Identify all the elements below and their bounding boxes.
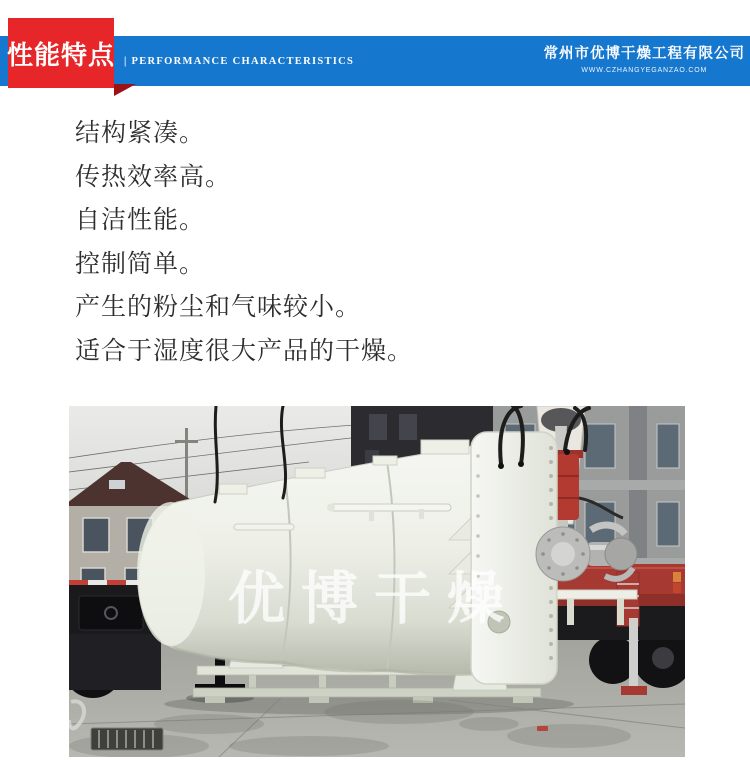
drain-grate: [91, 728, 163, 750]
feature-item: 控制简单。: [75, 249, 206, 278]
red-litter: [537, 726, 548, 731]
company-block: [544, 42, 746, 74]
handrail-pipe: [331, 504, 451, 511]
company-name: 常州市优博干燥工程有限公司: [543, 46, 745, 62]
photo-watermark: 优博干燥: [228, 565, 520, 632]
feature-item: 传热效率高。: [75, 162, 232, 191]
section-title: 性能特点: [7, 39, 116, 70]
photo-scene: [69, 406, 685, 757]
company-website: WWW.CZHANGYEGANZAO.COM: [581, 67, 708, 74]
feature-item: 结构紧凑。: [75, 119, 206, 147]
product-photo: [69, 406, 685, 757]
feature-item: 自洁性能。: [75, 206, 206, 234]
feature-item: 适合于湿度很大产品的干燥。: [75, 336, 414, 365]
banner-subtitle: | PERFORMANCE CHARACTERISTICS: [124, 56, 355, 67]
feature-list: [75, 112, 413, 373]
section-title-tag: [8, 18, 114, 88]
tag-fold-triangle: [114, 84, 136, 96]
feature-item: 产生的粉尘和气味较小。: [75, 293, 362, 321]
